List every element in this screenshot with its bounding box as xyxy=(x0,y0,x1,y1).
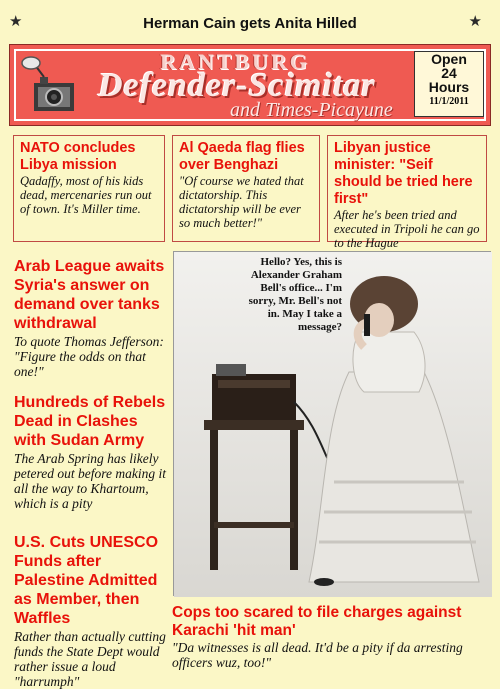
story-summary: To quote Thomas Jefferson: "Figure the odds on that one!" xyxy=(14,334,164,379)
story-summary: After he's been tried and executed in Tripoli he can go to the Hague xyxy=(334,208,480,250)
left-story xyxy=(14,393,172,511)
photo-caption: Hello? Yes, this is Alexander Graham Bell's office... I'm sorry, Mr. Bell's not in. May I take a message? xyxy=(248,256,342,333)
hours-label: Hours xyxy=(428,79,470,95)
left-story xyxy=(14,533,172,689)
top-story-box xyxy=(13,135,165,242)
star-icon: ★ xyxy=(9,12,23,30)
story-headline[interactable]: Arab League awaits Syria's answer on demand over tanks withdrawal xyxy=(14,258,165,332)
masthead-title-top: RANTBURG xyxy=(160,49,310,74)
story-summary: The Arab Spring has likely petered out before making it all the way to Khartoum, which is a pity xyxy=(14,451,166,511)
story-headline[interactable]: NATO concludes Libya mission xyxy=(20,140,136,173)
masthead xyxy=(9,44,491,126)
open-label: Open xyxy=(431,51,467,67)
story-summary: Rather than actually cutting funds the State Dept would rather issue a loud "harrumph" xyxy=(14,629,166,689)
masthead-title-main: Defender-Scimitar xyxy=(98,67,376,104)
story-headline[interactable]: Hundreds of Rebels Dead in Clashes with Sudan Army xyxy=(14,394,166,449)
top-banner xyxy=(0,0,500,44)
story-headline[interactable]: Cops too scared to file charges against Karachi 'hit man' xyxy=(172,604,462,639)
top-headline[interactable]: Herman Cain gets Anita Hilled xyxy=(143,15,357,32)
hours-number: 24 xyxy=(441,65,457,81)
story-headline[interactable]: U.S. Cuts UNESCO Funds after Palestine Admitted as Member, then Waffles xyxy=(14,534,159,627)
camera-icon xyxy=(20,55,82,115)
masthead-title-sub: and Times-Picayune xyxy=(230,99,393,121)
story-headline[interactable]: Al Qaeda flag flies over Benghazi xyxy=(179,140,305,173)
story-summary: "Da witnesses is all dead. It'd be a pity if da arresting officers wuz, too!" xyxy=(172,640,463,670)
top-story-box xyxy=(327,135,487,250)
left-story xyxy=(14,257,172,379)
story-summary: Qadaffy, most of his kids dead, mercenaries run out of town. It's Miller time. xyxy=(20,174,152,216)
story-headline[interactable]: Libyan justice minister: "Seif should be tried here first" xyxy=(334,140,473,207)
star-icon: ★ xyxy=(468,12,482,30)
bottom-story xyxy=(172,604,492,670)
issue-date: 11/1/2011 xyxy=(429,96,469,107)
story-summary: "Of course we hated that dictatorship. This dictatorship will be ever so much better!" xyxy=(179,174,304,230)
open-hours-box xyxy=(414,51,484,117)
top-story-box xyxy=(172,135,320,242)
